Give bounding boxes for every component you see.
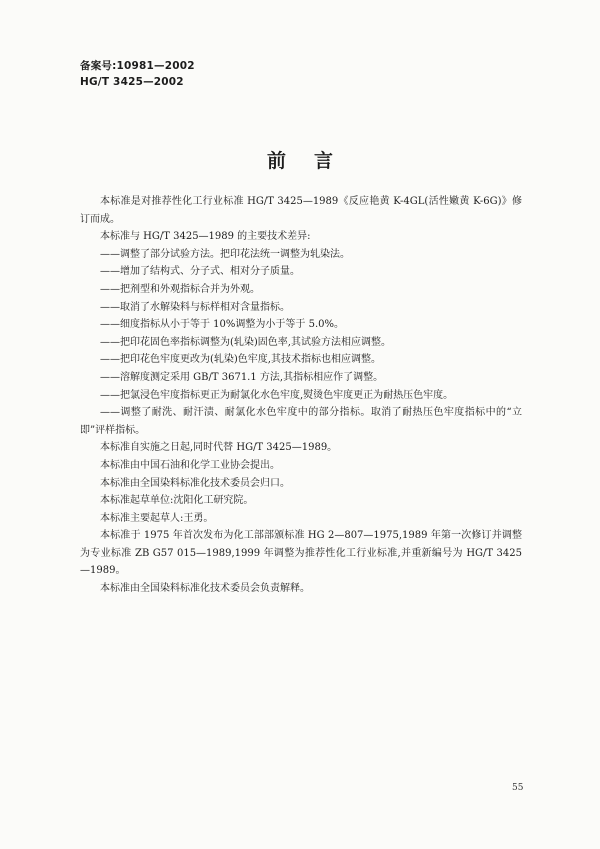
paragraph: 本标准于 1975 年首次发布为化工部部颁标准 HG 2—807—1975,1989 年第一次修订并调整为专业标准 ZB G57 015—1989,1999 年调整为推荐性化工行业标准,并重新编号为 HG/T 3425—1989。 <box>80 530 522 577</box>
page-title: 前言 <box>266 150 361 172</box>
list-item: ——调整了耐洗、耐汗渍、耐氯化水色牢度中的部分指标。取消了耐热压色牢度指标中的“立即”评样指标。 <box>80 407 522 436</box>
list-item: ——溶解度测定采用 GB/T 3671.1 方法,其指标相应作了调整。 <box>100 371 384 383</box>
list-item: ——把印花色牢度更改为(轧染)色牢度,其技术指标也相应调整。 <box>100 354 381 366</box>
document-header <box>80 58 195 90</box>
page-number: 55 <box>512 783 524 793</box>
paragraph: 本标准与 HG/T 3425—1989 的主要技术差异: <box>100 231 311 243</box>
list-item: ——把氯浸色牢度指标更正为耐氯化水色牢度,熨烫色牢度更正为耐热压色牢度。 <box>100 389 454 401</box>
paragraph: 本标准是对推荐性化工行业标准 HG/T 3425—1989《反应艳黄 K-4GL(活性嫩黄 K-6G)》修订而成。 <box>80 196 522 225</box>
foreword-body <box>80 193 522 598</box>
paragraph: 本标准由全国染料标准化技术委员会负责解释。 <box>100 583 310 595</box>
standard-code: HG/T 3425—2002 <box>80 76 184 88</box>
list-item: ——调整了部分试验方法。把印花法统一调整为轧染法。 <box>100 248 350 260</box>
list-item: ——取消了水解染料与标样相对含量指标。 <box>100 301 290 313</box>
paragraph: 本标准主要起草人:王勇。 <box>100 512 214 524</box>
paragraph: 本标准起草单位:沈阳化工研究院。 <box>100 495 254 507</box>
paragraph: 本标准自实施之日起,同时代替 HG/T 3425—1989。 <box>100 442 338 454</box>
list-item: ——把印花固色率指标调整为(轧染)固色率,其试验方法相应调整。 <box>100 336 391 348</box>
record-number: 备案号:10981—2002 <box>80 60 195 72</box>
paragraph: 本标准由中国石油和化学工业协会提出。 <box>100 459 280 471</box>
list-item: ——细度指标从小于等于 10%调整为小于等于 5.0%。 <box>100 319 344 331</box>
list-item: ——把剂型和外观指标合并为外观。 <box>100 283 260 295</box>
paragraph: 本标准由全国染料标准化技术委员会归口。 <box>100 477 290 489</box>
list-item: ——增加了结构式、分子式、相对分子质量。 <box>100 266 300 278</box>
